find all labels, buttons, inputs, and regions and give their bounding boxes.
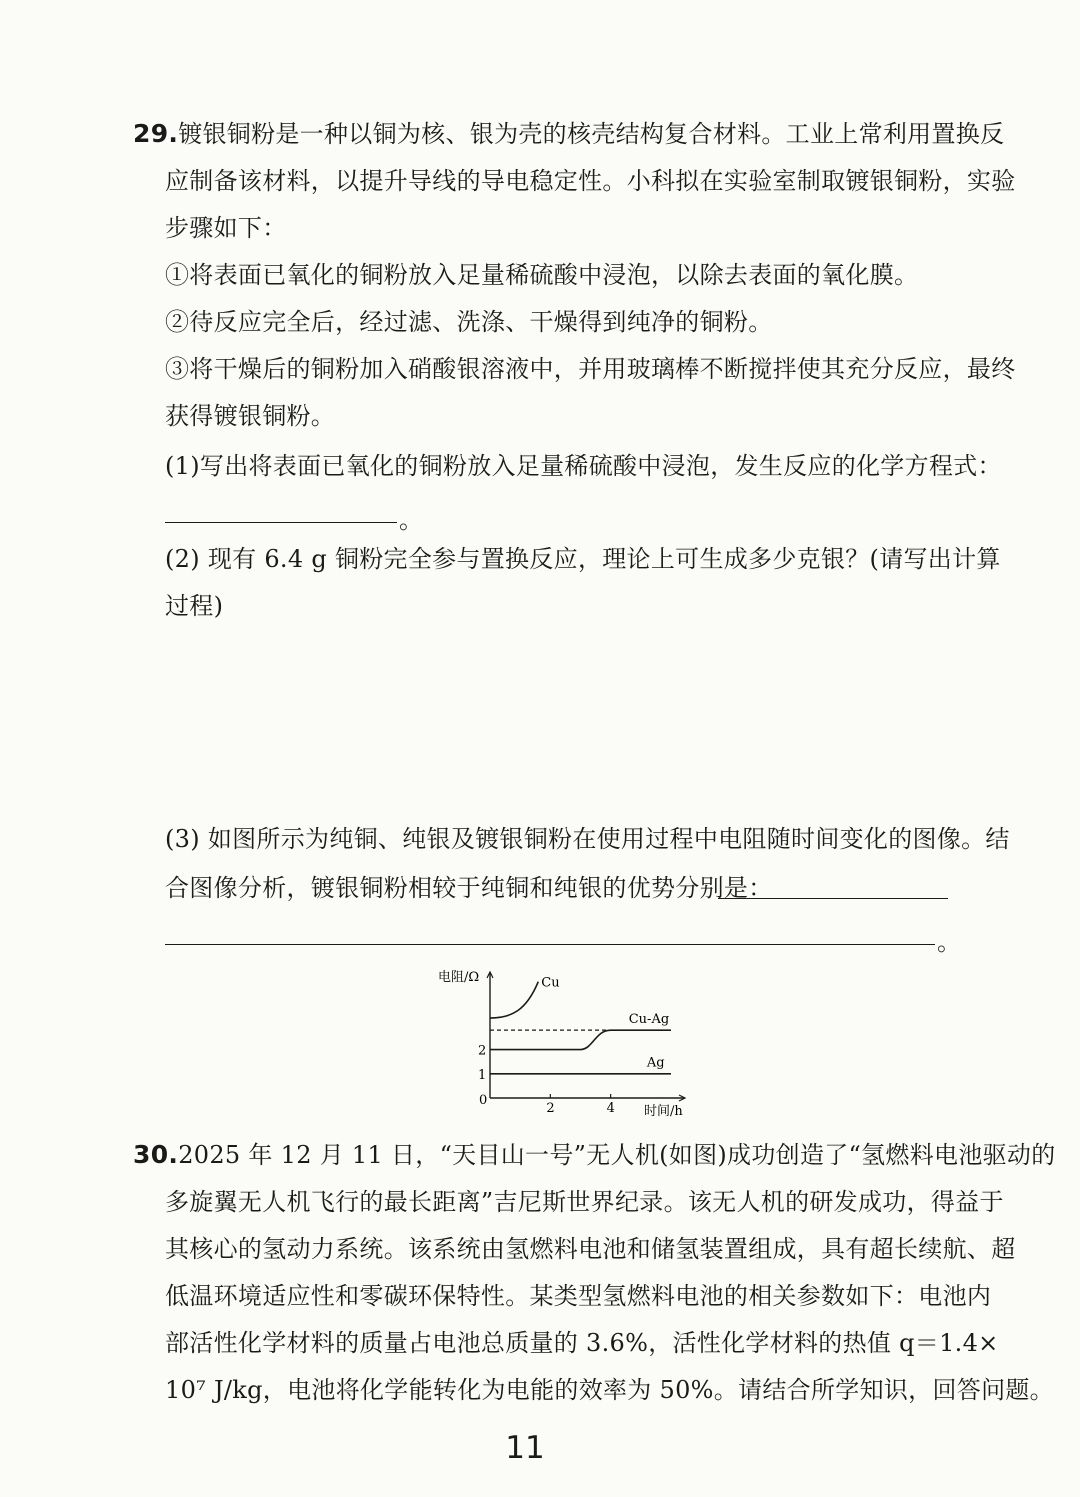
q29-intro-line3: 步骤如下： (165, 214, 287, 242)
chart-origin-label: 0 (479, 1093, 488, 1108)
q30-number: 30. (133, 1140, 179, 1169)
page-number: 11 (505, 1430, 545, 1466)
chart-y-tick-label: 1 (478, 1067, 487, 1083)
chart-ticks (478, 1044, 615, 1116)
q30-line6: 10⁷ J/kg，电池将化学能转化为电能的效率为 50%。请结合所学知识，回答问题。 (165, 1376, 1054, 1404)
q30-line1-text: 2025 年 12 月 11 日，“天目山一号”无人机(如图)成功创造了“氢燃料电池驱动的 (178, 1141, 1056, 1169)
q30-line5: 部活性化学材料的质量占电池总质量的 3.6%，活性化学材料的热值 q＝1.4× (165, 1329, 999, 1357)
q29-intro-text: 镀银铜粉是一种以铜为核、银为壳的核壳结构复合材料。工业上常利用置换反 (178, 120, 1005, 148)
resistance-time-chart (430, 960, 700, 1120)
q29-sub1: (1)写出将表面已氧化的铜粉放入足量稀硫酸中浸泡，发生反应的化学方程式： (165, 452, 1002, 480)
q29-sub1-period: 。 (399, 506, 423, 534)
chart-axes (487, 972, 685, 1101)
q29-step1: ①将表面已氧化的铜粉放入足量稀硫酸中浸泡，以除去表面的氧化膜。 (165, 261, 919, 289)
q29-sub3-period: 。 (937, 928, 961, 956)
q30-line3: 其核心的氢动力系统。该系统由氢燃料电池和储氢装置组成，具有超长续航、超 (165, 1235, 1016, 1263)
q29-sub2-line2: 过程) (165, 592, 224, 620)
q29-step3-line2: 获得镀银铜粉。 (165, 402, 336, 430)
q29-step3-line1: ③将干燥后的铜粉加入硝酸银溶液中，并用玻璃棒不断搅拌使其充分反应，最终 (165, 355, 1016, 383)
chart-x-axis-label: 时间/h (644, 1104, 683, 1119)
q29-sub1-answer-blank[interactable] (165, 522, 397, 523)
chart-y-axis-label: 电阻/Ω (438, 970, 480, 985)
q29-intro-line1 (133, 119, 1005, 148)
chart-y-tick-label: 2 (478, 1043, 487, 1059)
chart-series-line-cu (490, 982, 538, 1018)
q30-line2: 多旋翼无人机飞行的最长距离”吉尼斯世界纪录。该无人机的研发成功，得益于 (165, 1188, 1004, 1216)
chart-x-tick-label: 4 (606, 1101, 615, 1116)
chart-x-tick-label: 2 (546, 1101, 555, 1116)
q29-intro-line2: 应制备该材料，以提升导线的导电稳定性。小科拟在实验室制取镀银铜粉，实验 (165, 167, 1016, 195)
q29-sub2-line1: (2) 现有 6.4 g 铜粉完全参与置换反应，理论上可生成多少克银？(请写出计算 (165, 545, 1001, 573)
chart-series-label-cu: Cu (541, 975, 560, 991)
q29-number: 29. (133, 119, 179, 148)
q29-sub3-answer-blank-2[interactable] (165, 944, 935, 945)
chart-series (490, 976, 671, 1074)
q29-step2: ②待反应完全后，经过滤、洗涤、干燥得到纯净的铜粉。 (165, 308, 773, 336)
chart-series-line-cu-ag (490, 1030, 671, 1049)
q29-sub3-answer-blank-1[interactable] (718, 898, 948, 899)
q30-line1 (133, 1140, 1056, 1169)
chart-series-label-ag: Ag (646, 1055, 665, 1071)
q30-line4: 低温环境适应性和零碳环保特性。某类型氢燃料电池的相关参数如下：电池内 (165, 1282, 992, 1310)
chart-series-label-cu-ag: Cu-Ag (628, 1011, 670, 1027)
q29-sub3-line2: 合图像分析，镀银铜粉相较于纯铜和纯银的优势分别是： (165, 874, 773, 902)
q29-sub3-line1: (3) 如图所示为纯铜、纯银及镀银铜粉在使用过程中电阻随时间变化的图像。结 (165, 825, 1010, 853)
